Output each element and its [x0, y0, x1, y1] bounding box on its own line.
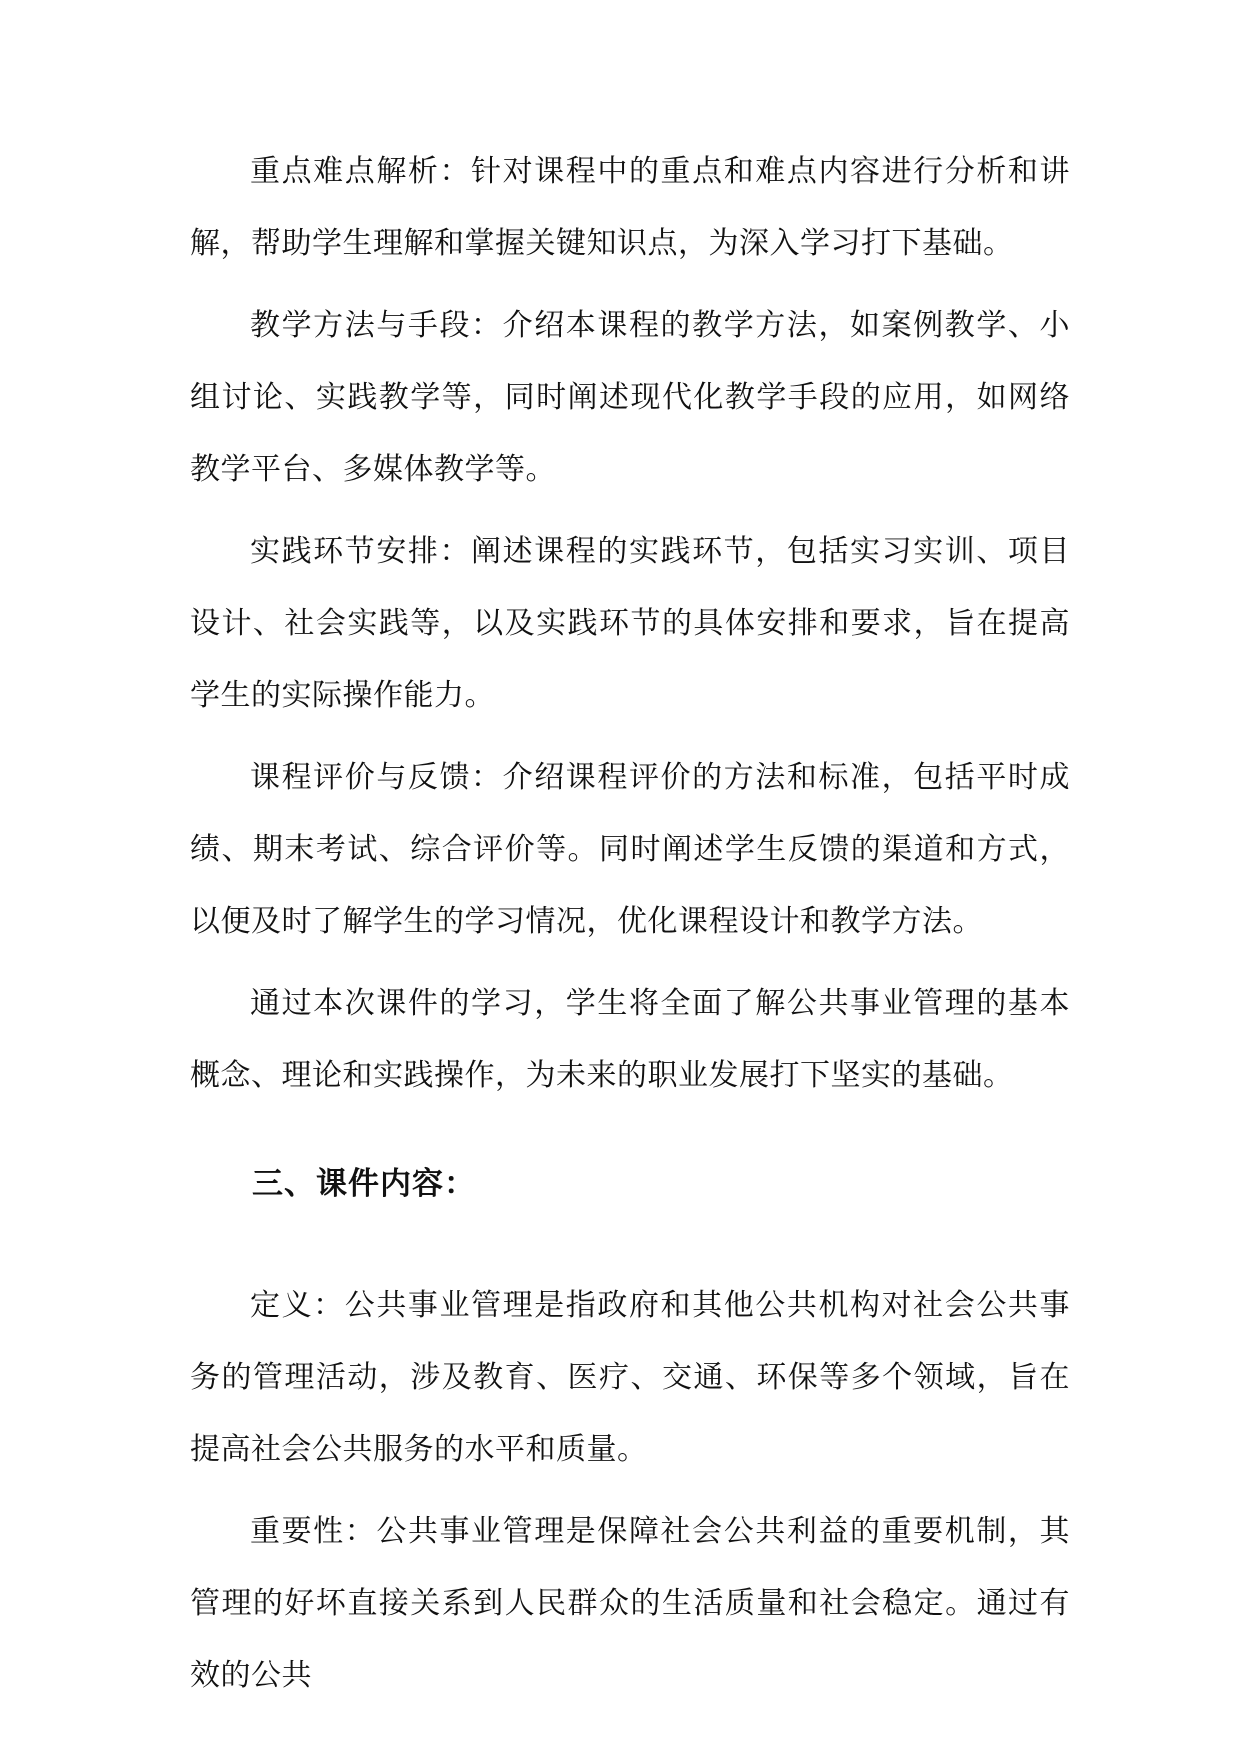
paragraph-practice-arrangement: 实践环节安排：阐述课程的实践环节，包括实习实训、项目设计、社会实践等，以及实践环节的具体安排和要求，旨在提高学生的实际操作能力。 [190, 534, 1070, 713]
section-heading: 三、课件内容： [252, 1166, 476, 1202]
paragraph-definition: 定义：公共事业管理是指政府和其他公共机构对社会公共事务的管理活动，涉及教育、医疗、交通、环保等多个领域，旨在提高社会公共服务的水平和质量。 [190, 1288, 1070, 1467]
paragraph-summary: 通过本次课件的学习，学生将全面了解公共事业管理的基本概念、理论和实践操作，为未来的职业发展打下坚实的基础。 [190, 986, 1070, 1093]
paragraph-teaching-methods: 教学方法与手段：介绍本课程的教学方法，如案例教学、小组讨论、实践教学等，同时阐述现代化教学手段的应用，如网络教学平台、多媒体教学等。 [190, 308, 1070, 487]
paragraph-key-difficult-points: 重点难点解析：针对课程中的重点和难点内容进行分析和讲解，帮助学生理解和掌握关键知识点，为深入学习打下基础。 [190, 154, 1070, 261]
paragraph-importance: 重要性：公共事业管理是保障社会公共利益的重要机制，其管理的好坏直接关系到人民群众的生活质量和社会稳定。通过有效的公共 [190, 1514, 1070, 1693]
paragraph-course-evaluation: 课程评价与反馈：介绍课程评价的方法和标准，包括平时成绩、期末考试、综合评价等。同时阐述学生反馈的渠道和方式，以便及时了解学生的学习情况，优化课程设计和教学方法。 [190, 760, 1070, 939]
